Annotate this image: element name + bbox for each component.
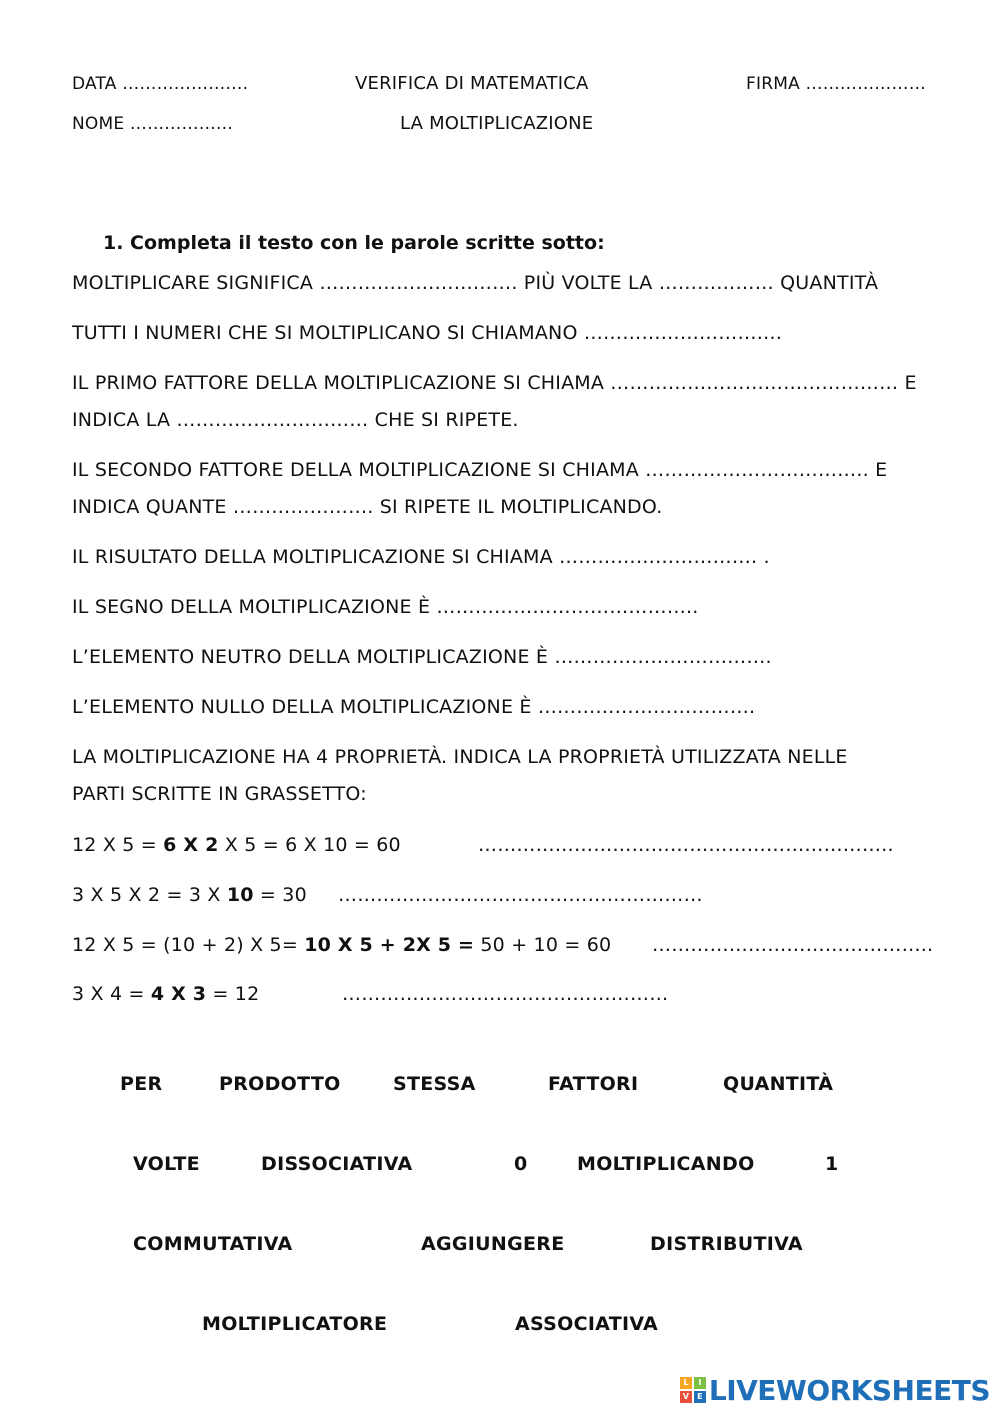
word-bank-item[interactable]: MOLTIPLICATORE [202, 1313, 388, 1335]
word-bank-item[interactable]: QUANTITÀ [723, 1073, 834, 1095]
text-line-1: MOLTIPLICARE SIGNIFICA …………………………. PIÙ VOLTE LA ……………… QUANTITÀ [72, 272, 879, 294]
word-bank-item[interactable]: AGGIUNGERE [421, 1233, 565, 1255]
word-bank-item[interactable]: STESSA [393, 1073, 476, 1095]
equation-4-pre: 3 X 4 = [72, 983, 151, 1005]
text-line-3b: INDICA LA ………………………… CHE SI RIPETE. [72, 409, 519, 431]
equation-2 [72, 877, 307, 914]
logo-mark-letter: V [680, 1391, 692, 1403]
word-bank-item[interactable]: FATTORI [548, 1073, 639, 1095]
equation-1-pre: 12 X 5 = [72, 834, 164, 856]
word-bank-item[interactable]: VOLTE [133, 1153, 200, 1175]
equation-3-bold: 10 X 5 + 2X 5 = [304, 934, 475, 956]
text-line-9a: LA MOLTIPLICAZIONE HA 4 PROPRIETÀ. INDICA LA PROPRIETÀ UTILIZZATA NELLE [72, 746, 848, 768]
signature-field: FIRMA ………………… [746, 74, 926, 94]
text-line-5: IL RISULTATO DELLA MOLTIPLICAZIONE SI CHIAMA …………………………. . [72, 546, 770, 568]
text-line-4a: IL SECONDO FATTORE DELLA MOLTIPLICAZIONE SI CHIAMA …………………………….. E [72, 459, 888, 481]
word-bank-item[interactable]: ASSOCIATIVA [515, 1313, 659, 1335]
equation-4-bold: 4 X 3 [150, 983, 207, 1005]
logo-mark-letter: E [694, 1391, 706, 1403]
equation-4-answer: …………………………………………… [342, 983, 669, 1005]
equation-1-answer: ……………………………………………………….. [478, 834, 894, 856]
liveworksheets-logo-text: LIVEWORKSHEETS [708, 1373, 990, 1407]
worksheet-title: VERIFICA DI MATEMATICA [355, 73, 589, 94]
word-bank-item[interactable]: COMMUTATIVA [133, 1233, 293, 1255]
equation-1-post: X 5 = 6 X 10 = 60 [218, 834, 401, 856]
equation-2-post: = 30 [253, 884, 307, 906]
word-bank-item[interactable]: DISSOCIATIVA [261, 1153, 413, 1175]
word-bank-item[interactable]: PER [120, 1073, 163, 1095]
equation-3-post: 50 + 10 = 60 [474, 934, 612, 956]
logo-mark-letter: L [680, 1377, 692, 1389]
equation-1-bold: 6 X 2 [163, 834, 219, 856]
exercise-heading: 1. Completa il testo con le parole scritte sotto: [103, 232, 605, 254]
date-field: DATA …………………. [72, 74, 249, 94]
equation-3 [72, 927, 611, 964]
word-bank-item[interactable]: 0 [514, 1153, 528, 1175]
text-line-6: IL SEGNO DELLA MOLTIPLICAZIONE È ………………………………….. [72, 596, 699, 618]
text-line-8: L’ELEMENTO NULLO DELLA MOLTIPLICAZIONE È ……………………………. [72, 696, 756, 718]
equation-2-answer: ………………………………………………… [338, 884, 703, 906]
word-bank-item[interactable]: 1 [825, 1153, 839, 1175]
text-line-3a: IL PRIMO FATTORE DELLA MOLTIPLICAZIONE SI CHIAMA ……………………………………… E [72, 372, 917, 394]
word-bank-item[interactable]: DISTRIBUTIVA [650, 1233, 803, 1255]
name-field: NOME ……………… [72, 114, 234, 134]
equation-3-answer: …………………………………….. [652, 934, 934, 956]
word-bank-item[interactable]: MOLTIPLICANDO [577, 1153, 755, 1175]
text-line-9b: PARTI SCRITTE IN GRASSETTO: [72, 783, 367, 805]
equation-2-pre: 3 X 5 X 2 = 3 X [72, 884, 227, 906]
worksheet-subtitle: LA MOLTIPLICAZIONE [400, 113, 594, 134]
equation-3-pre: 12 X 5 = (10 + 2) X 5= [72, 934, 305, 956]
text-line-2: TUTTI I NUMERI CHE SI MOLTIPLICANO SI CHIAMANO …………………………. [72, 322, 783, 344]
equation-4-post: = 12 [206, 983, 260, 1005]
equation-1 [72, 827, 401, 864]
liveworksheets-logo-mark [680, 1377, 706, 1403]
text-line-7: L’ELEMENTO NEUTRO DELLA MOLTIPLICAZIONE È ……………………………. [72, 646, 772, 668]
equation-2-bold: 10 [226, 884, 254, 906]
liveworksheets-logo [680, 1375, 990, 1405]
logo-mark-letter: I [694, 1377, 706, 1389]
equation-4 [72, 976, 259, 1013]
word-bank-item[interactable]: PRODOTTO [219, 1073, 341, 1095]
text-line-4b: INDICA QUANTE …………………. SI RIPETE IL MOLTIPLICANDO. [72, 496, 663, 518]
